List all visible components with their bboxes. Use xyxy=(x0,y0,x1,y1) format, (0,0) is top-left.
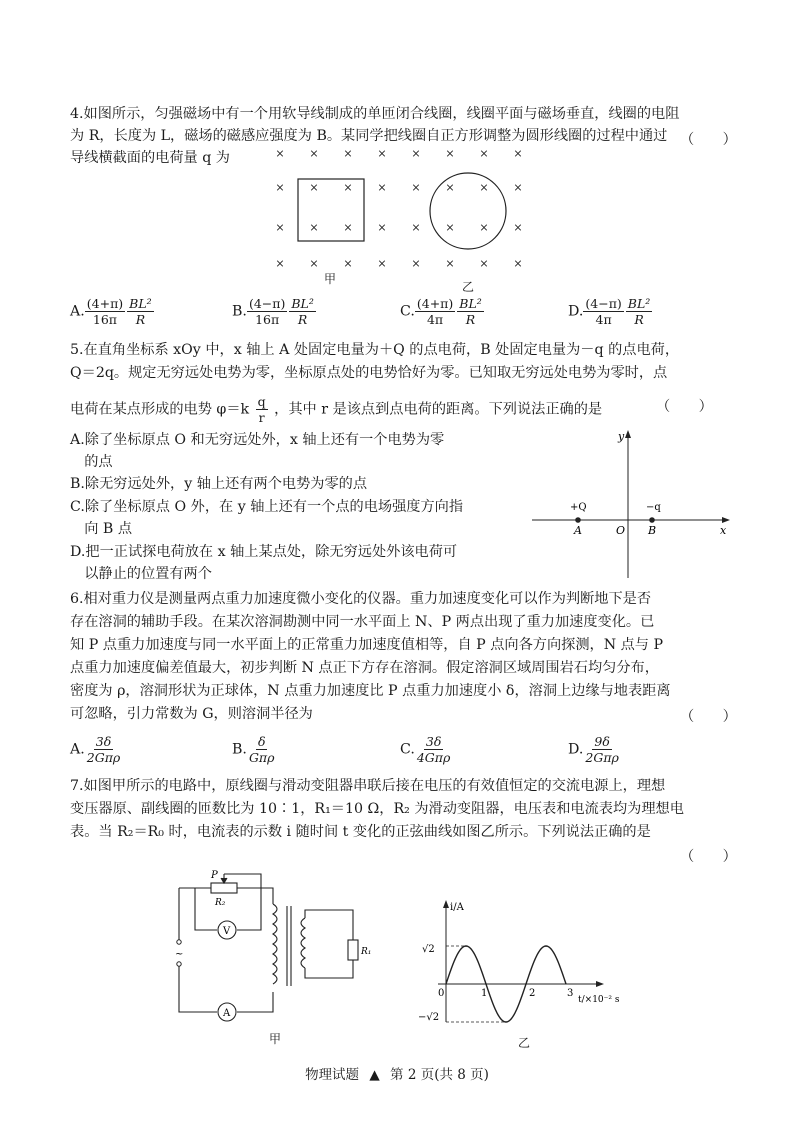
q6-option-label: A. xyxy=(70,741,85,758)
frac-den: R xyxy=(465,312,476,327)
field-cross-0-5: × xyxy=(445,147,455,160)
q6-line-4: 点重力加速度偏差值最大，初步判断 N 点正下方存在溶洞。假定溶洞区域周围岩石均匀分布， xyxy=(70,660,659,676)
field-cross-2-0: × xyxy=(275,221,285,234)
frac-num: 3δ xyxy=(95,734,112,749)
q6-option-c xyxy=(400,734,452,765)
footer-page: 第 2 页(共 8 页) xyxy=(390,1067,489,1083)
frac-den: 16π xyxy=(255,312,280,327)
field-cross-0-0: × xyxy=(275,147,285,160)
frac-num: BL² xyxy=(627,296,651,311)
field-cross-2-3: × xyxy=(377,221,387,234)
graph-xlabel: t/×10⁻² s xyxy=(578,995,620,1005)
frac-num: BL² xyxy=(129,296,152,311)
graph-yneg-label: −√2 xyxy=(418,1012,440,1023)
slider-label: P xyxy=(211,870,218,881)
q5-option-d2: 以静止的位置有两个 xyxy=(70,566,212,582)
q5-axes-figure xyxy=(528,428,738,580)
field-cross-1-2: × xyxy=(343,181,353,194)
q6-line-5: 密度为 ρ，溶洞形状为正球体，N 点重力加速度比 P 点重力加速度小 δ，溶洞上边缘与地表距离 xyxy=(70,683,671,699)
r2-label: R₂ xyxy=(215,898,226,908)
charge-b-label: −q xyxy=(646,502,661,513)
square-coil xyxy=(298,179,364,241)
field-cross-3-2: × xyxy=(343,257,353,270)
q4-answer-paren: （ ） xyxy=(680,132,737,148)
q5-line-2: Q＝2q。规定无穷远处电势为零，坐标原点处的电势恰好为零。已知取无穷远处电势为零时，点 xyxy=(70,365,668,381)
q6-option-label: C. xyxy=(400,741,415,758)
q4-option-frac1 xyxy=(415,296,455,327)
r2-resistor xyxy=(211,883,237,893)
field-cross-3-4: × xyxy=(411,257,421,270)
graph-ypos-label: √2 xyxy=(422,944,435,955)
q6-line-6: 可忽略，引力常数为 G，则溶洞半径为 xyxy=(70,706,313,722)
q5-fraction xyxy=(256,394,268,425)
q6-option-label: D. xyxy=(568,741,584,758)
graph-origin-label: 0 xyxy=(438,988,445,999)
frac-den: R xyxy=(634,312,644,327)
q4-line-1: 4.如图所示，匀强磁场中有一个用软导线制成的单匝闭合线圈，线圈平面与磁场垂直，线圈的电阻 xyxy=(70,106,680,122)
q6-option-frac xyxy=(583,734,621,765)
field-cross-2-4: × xyxy=(411,221,421,234)
q5-answer-paren: （ ） xyxy=(656,399,713,415)
q7-caption-right: 乙 xyxy=(518,1036,531,1050)
q6-line-2: 存在溶洞的辅助手段。在某次溶洞勘测中同一水平面上 N、P 两点出现了重力加速度变化。已 xyxy=(70,614,655,630)
q5-option-a1: A.除了坐标原点 O 和无穷远处外，x 轴上还有一个电势为零 xyxy=(70,432,445,448)
field-cross-3-1: × xyxy=(309,257,319,270)
graph-t3-label: 3 xyxy=(567,988,574,999)
field-cross-2-7: × xyxy=(513,221,523,234)
field-cross-1-1: × xyxy=(309,181,319,194)
circular-coil xyxy=(430,173,506,249)
frac-num: BL² xyxy=(459,296,482,311)
frac-num: 9δ xyxy=(594,734,610,749)
point-b-label: B xyxy=(648,524,657,537)
frac-den: 4Gπρ xyxy=(416,750,451,765)
q4-line-2: 为 R，长度为 L，磁场的磁感应强度为 B。某同学把线圈自正方形调整为圆形线圈的过程中通过 xyxy=(70,128,668,144)
field-cross-2-6: × xyxy=(479,221,489,234)
q6-answer-paren: （ ） xyxy=(680,709,737,725)
ammeter-label: A xyxy=(223,1008,231,1019)
field-cross-0-6: × xyxy=(479,147,489,160)
q5-option-c2: 向 B 点 xyxy=(70,521,133,537)
q7-current-graph xyxy=(414,898,634,1026)
source-terminal-bottom xyxy=(177,962,181,966)
frac-den: 4π xyxy=(595,312,612,327)
q6-option-frac xyxy=(85,734,123,765)
q5-line-3 xyxy=(70,394,602,425)
q7-line-1: 7.如图甲所示的电路中，原线圈与滑动变阻器串联后接在电压的有效值恒定的交流电源上，理想 xyxy=(70,778,666,794)
q4-option-label: A. xyxy=(70,303,85,320)
frac-den: 16π xyxy=(92,312,118,327)
q4-option-a xyxy=(70,296,154,327)
r1-label: R₁ xyxy=(361,947,372,957)
frac-den: 2Gπρ xyxy=(86,750,121,765)
field-cross-3-0: × xyxy=(275,257,285,270)
origin-label: O xyxy=(616,524,626,537)
q6-option-frac xyxy=(247,734,277,765)
field-cross-2-5: × xyxy=(445,221,455,234)
q4-caption-left: 甲 xyxy=(324,272,337,286)
axis-x-label: x xyxy=(720,524,727,537)
q4-option-frac1 xyxy=(247,296,287,327)
q5-frac-num: q xyxy=(257,394,266,409)
frac-num: BL² xyxy=(291,296,314,311)
q5-option-b: B.除无穷远处外，y 轴上还有两个电势为零的点 xyxy=(70,476,368,492)
q6-option-label: B. xyxy=(232,741,247,758)
q4-option-b xyxy=(232,296,316,327)
field-cross-2-1: × xyxy=(309,221,319,234)
q5-frac-den: r xyxy=(258,410,265,425)
q4-field-figure xyxy=(270,145,530,295)
r1-resistor xyxy=(348,940,358,960)
field-cross-3-6: × xyxy=(479,257,489,270)
q4-option-label: B. xyxy=(232,303,247,320)
footer-subject: 物理试题 xyxy=(305,1067,360,1083)
q5-line-1: 5.在直角坐标系 xOy 中，x 轴上 A 处固定电量为＋Q 的点电荷，B 处固定电量为－q 的点电荷， xyxy=(70,342,680,358)
footer-mark: ▲ xyxy=(369,1067,380,1083)
q5-line-3b: ，其中 r 是该点到点电荷的距离。下列说法正确的是 xyxy=(274,401,603,418)
source-terminal-top xyxy=(177,940,181,944)
field-cross-3-3: × xyxy=(377,257,387,270)
q4-option-d xyxy=(568,296,652,327)
frac-den: 4π xyxy=(426,312,444,327)
q6-option-b xyxy=(232,734,277,765)
q4-option-frac2 xyxy=(127,296,154,327)
frac-num: 3δ xyxy=(425,734,442,749)
q7-line-3: 表。当 R₂＝R₀ 时，电流表的示数 i 随时间 t 变化的正弦曲线如图乙所示。下列说法正确的是 xyxy=(70,824,651,840)
field-cross-0-3: × xyxy=(377,147,387,160)
frac-num: (4+π) xyxy=(86,296,124,311)
q7-caption-left: 甲 xyxy=(269,1032,282,1046)
q6-option-d xyxy=(568,734,621,765)
frac-num: δ xyxy=(257,734,266,749)
q7-answer-paren: （ ） xyxy=(680,849,737,865)
charge-a-label: +Q xyxy=(570,502,587,513)
axis-y-label: y xyxy=(618,430,625,443)
q4-option-frac1 xyxy=(85,296,125,327)
frac-den: R xyxy=(297,312,308,327)
charge-b-dot xyxy=(649,517,655,523)
q6-option-frac xyxy=(415,734,453,765)
field-cross-0-1: × xyxy=(309,147,319,160)
field-cross-3-7: × xyxy=(513,257,523,270)
field-cross-1-7: × xyxy=(513,181,523,194)
graph-t2-label: 2 xyxy=(529,988,536,999)
q6-option-a xyxy=(70,734,122,765)
source-symbol: ~ xyxy=(175,949,184,960)
q4-option-c xyxy=(400,296,484,327)
field-cross-1-3: × xyxy=(377,181,387,194)
field-cross-0-2: × xyxy=(343,147,353,160)
q4-option-frac1 xyxy=(583,296,623,327)
frac-den: Gπρ xyxy=(248,750,275,765)
q4-option-frac2 xyxy=(626,296,653,327)
q5-line-3a: 电荷在某点形成的电势 φ＝k xyxy=(70,401,250,418)
frac-den: R xyxy=(135,312,146,327)
q4-option-frac2 xyxy=(457,296,484,327)
field-cross-0-7: × xyxy=(513,147,523,160)
point-a-label: A xyxy=(574,524,582,537)
q4-option-label: D. xyxy=(568,303,584,320)
field-cross-3-5: × xyxy=(445,257,455,270)
field-cross-1-4: × xyxy=(411,181,421,194)
q5-option-a2: 的点 xyxy=(70,454,113,470)
field-cross-1-5: × xyxy=(445,181,455,194)
field-cross-2-2: × xyxy=(343,221,353,234)
graph-t1-label: 1 xyxy=(481,988,488,999)
q5-option-c1: C.除了坐标原点 O 外，在 y 轴上还有一个点的电场强度方向指 xyxy=(70,499,464,515)
q4-option-label: C. xyxy=(400,303,415,320)
q6-line-3: 知 P 点重力加速度与同一水平面上的正常重力加速度值相等，自 P 点向各方向探测，N 点与 P xyxy=(70,637,664,653)
frac-den: 2Gπρ xyxy=(585,750,619,765)
frac-num: (4−π) xyxy=(585,296,622,311)
graph-ylabel: i/A xyxy=(450,902,464,913)
frac-num: (4−π) xyxy=(248,296,286,311)
charge-a-dot xyxy=(575,517,581,523)
field-cross-1-6: × xyxy=(479,181,489,194)
q5-option-d1: D.把一正试探电荷放在 x 轴上某点处，除无穷远处外该电荷可 xyxy=(70,544,458,560)
q4-caption-right: 乙 xyxy=(462,280,475,294)
q6-line-1: 6.相对重力仪是测量两点重力加速度微小变化的仪器。重力加速度变化可以作为判断地下是否 xyxy=(70,591,652,607)
q7-circuit-figure xyxy=(165,868,375,1036)
q4-option-frac2 xyxy=(289,296,316,327)
page-footer xyxy=(0,1063,794,1083)
q4-line-3: 导线横截面的电荷量 q 为 xyxy=(70,150,230,166)
field-cross-0-4: × xyxy=(411,147,421,160)
q7-line-2: 变压器原、副线圈的匝数比为 10∶1，R₁＝10 Ω，R₂ 为滑动变阻器，电压表和电流表均为理想电 xyxy=(70,801,684,817)
field-cross-1-0: × xyxy=(275,181,285,194)
frac-num: (4+π) xyxy=(416,296,454,311)
voltmeter-label: V xyxy=(223,926,231,937)
